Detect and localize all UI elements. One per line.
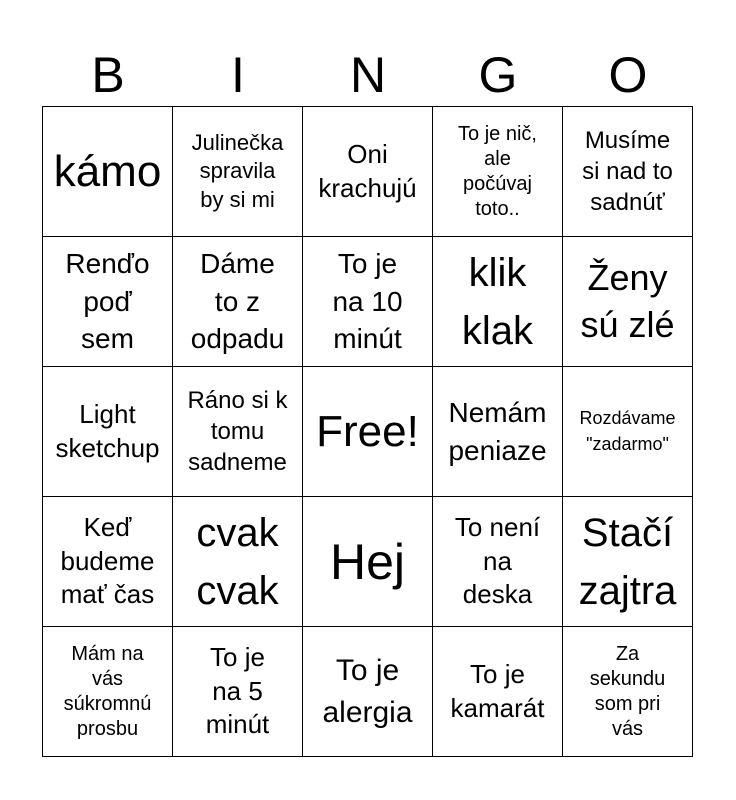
cell-text: To je alergia — [322, 653, 413, 729]
cell-text: Julinečka spravila by si mi — [191, 129, 284, 212]
cell-text: klik klak — [461, 250, 534, 353]
cell-text: Free! — [316, 406, 419, 456]
bingo-cell-r2-c4[interactable] — [432, 236, 563, 367]
bingo-cell-r5-c1[interactable] — [42, 626, 173, 757]
bingo-cell-r3-c3[interactable] — [302, 366, 433, 497]
cell-text: Ráno si k tomu sadneme — [187, 386, 288, 477]
bingo-cell-r4-c5[interactable] — [562, 496, 693, 627]
bingo-cell-r2-c1[interactable] — [42, 236, 173, 367]
cell-text: Nemám peniaze — [448, 396, 547, 466]
cell-text: Hej — [329, 533, 406, 590]
cell-text: Keď budeme mať čas — [60, 511, 155, 610]
cell-text: Ženy sú zlé — [580, 256, 675, 345]
cell-text: Dáme to z odpadu — [190, 247, 285, 355]
bingo-cell-r3-c2[interactable] — [172, 366, 303, 497]
header-letter-n: N — [349, 47, 387, 103]
bingo-cell-r3-c1[interactable] — [42, 366, 173, 497]
bingo-cell-r2-c5[interactable] — [562, 236, 693, 367]
cell-text: Renďo poď sem — [65, 247, 150, 355]
bingo-cell-r2-c2[interactable] — [172, 236, 303, 367]
bingo-cell-r4-c3[interactable] — [302, 496, 433, 627]
cell-text: To není na deska — [454, 511, 541, 610]
bingo-header — [43, 42, 693, 108]
cell-text: Za sekundu som pri vás — [589, 642, 666, 740]
cell-text: Rozdávame "zadarmo" — [579, 408, 676, 454]
bingo-cell-r4-c2[interactable] — [172, 496, 303, 627]
header-letter-b: B — [91, 47, 125, 103]
cell-text: cvak cvak — [196, 510, 279, 613]
cell-text: Stačí zajtra — [578, 510, 677, 613]
header-letter-i: I — [231, 47, 245, 103]
bingo-cell-r4-c4[interactable] — [432, 496, 563, 627]
cell-text: To je nič, ale počúvaj toto.. — [458, 122, 537, 220]
bingo-grid — [43, 107, 693, 757]
bingo-cell-r3-c5[interactable] — [562, 366, 693, 497]
bingo-cell-r5-c5[interactable] — [562, 626, 693, 757]
cell-text: To je na 5 minút — [205, 641, 270, 740]
cell-text: kámo — [53, 146, 162, 196]
bingo-cell-r5-c3[interactable] — [302, 626, 433, 757]
cell-text: Mám na vás súkromnú prosbu — [63, 642, 152, 740]
bingo-cell-r1-c5[interactable] — [562, 106, 693, 237]
cell-text: To je kamarát — [450, 658, 545, 723]
bingo-cell-r2-c3[interactable] — [302, 236, 433, 367]
header-letter-g: G — [478, 47, 518, 103]
bingo-cell-r4-c1[interactable] — [42, 496, 173, 627]
cell-text: Musíme si nad to sadnúť — [582, 126, 673, 217]
cell-text: To je na 10 minút — [332, 247, 403, 355]
bingo-cell-r1-c1[interactable] — [42, 106, 173, 237]
bingo-cell-r5-c2[interactable] — [172, 626, 303, 757]
cell-text: Light sketchup — [55, 398, 160, 463]
bingo-cell-r3-c4[interactable] — [432, 366, 563, 497]
bingo-cell-r5-c4[interactable] — [432, 626, 563, 757]
header-letter-o: O — [608, 47, 648, 103]
bingo-cell-r1-c2[interactable] — [172, 106, 303, 237]
cell-text: Oni krachujú — [318, 138, 417, 203]
bingo-cell-r1-c3[interactable] — [302, 106, 433, 237]
bingo-cell-r1-c4[interactable] — [432, 106, 563, 237]
